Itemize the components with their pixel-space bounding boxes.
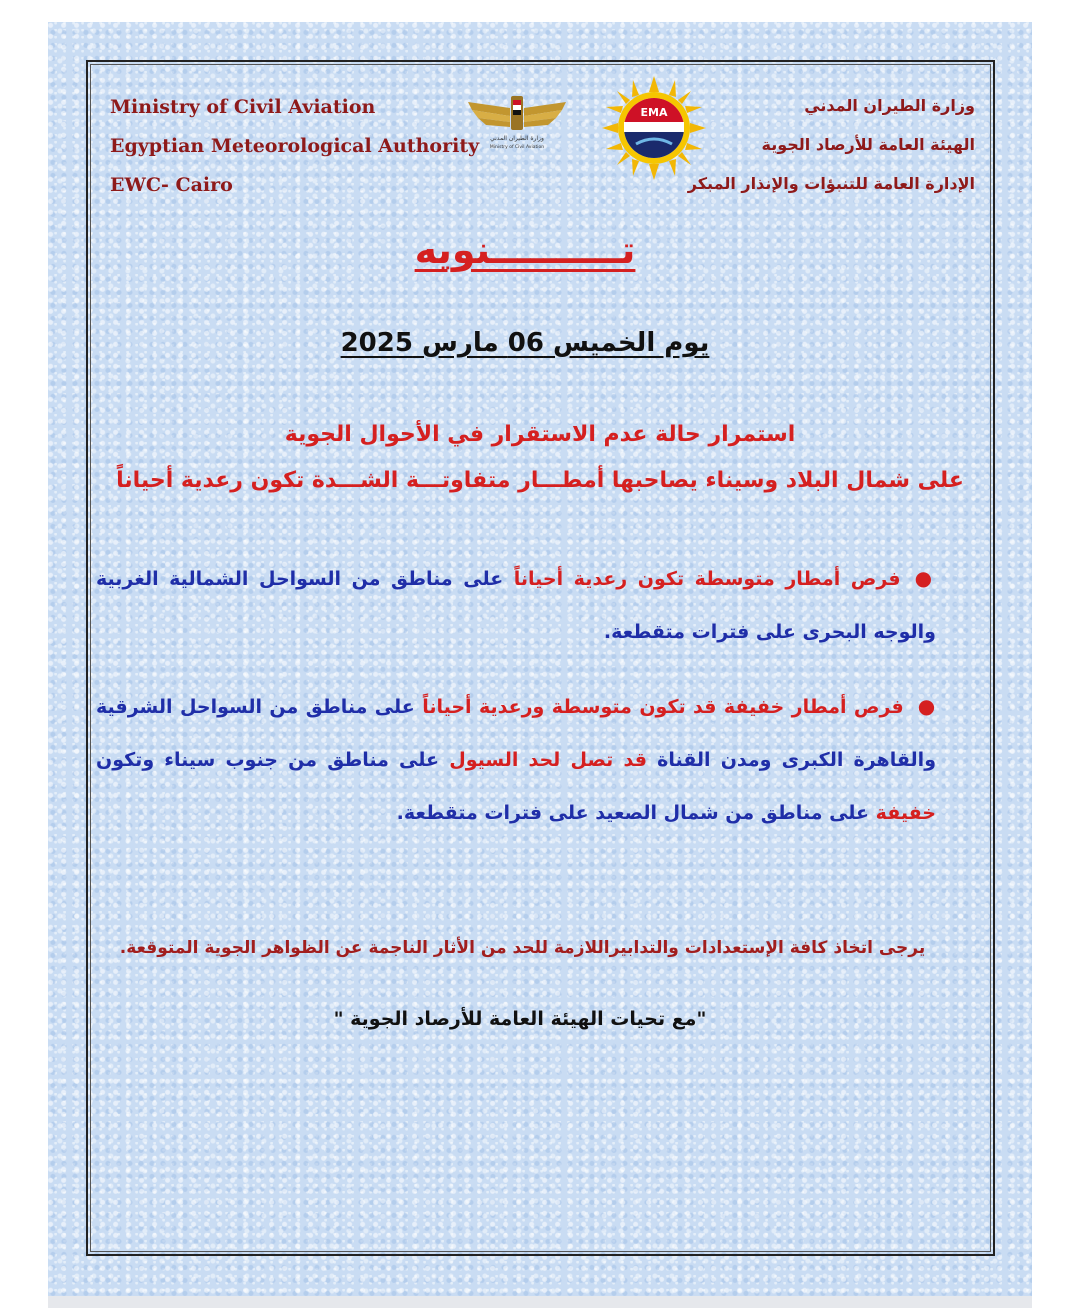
header-en-authority: Egyptian Meteorological Authority [110, 135, 480, 157]
bullet-2-red-text-2: قد تصل لحد السيول [449, 749, 647, 771]
ema-logo-text: EMA [640, 106, 668, 119]
bullet-2-red-text-3: خفيفة [875, 802, 936, 824]
headline-line-2: على شمال البلاد وسيناء يصاحبها أمطـــار متفاوتـــة الشـــدة تكون رعدية أحياناً [116, 468, 964, 493]
forecast-bullet-2 [96, 680, 936, 840]
precaution-note: يرجى اتخاذ كافة الإستعدادات والتدابيراللازمة للحد من الأثار الناجمة عن الظواهر الجوية المتوقعة. [119, 938, 926, 958]
bullet-1-red-text: فرص أمطار متوسطة تكون رعدية أحياناً [513, 568, 901, 590]
ema-sun-logo [602, 76, 706, 180]
page-bottom-edge [48, 1296, 1032, 1308]
bullet-2-red-text-1: فرص أمطار خفيفة قد تكون متوسطة ورعدية أحياناً [422, 696, 904, 718]
header-ar-authority: الهيئة العامة للأرصاد الجوية [761, 135, 975, 154]
notice-title: تــــــــــنويه [414, 228, 636, 272]
bullet-2-blue-text-1: على مناطق من السواحل الشرقية والقاهرة الكبرى ومدن القناة [96, 696, 936, 771]
bullet-1-blue-text: على مناطق من السواحل الشمالية الغربية والوجه البحرى على فترات متقطعة. [96, 568, 936, 643]
header-en-center: EWC- Cairo [110, 174, 233, 196]
header-ar-ministry: وزارة الطيران المدني [804, 96, 975, 115]
wings-logo-subtext: Ministry of Civil Aviation [489, 145, 545, 150]
header-en-ministry: Ministry of Civil Aviation [110, 96, 376, 118]
headline-line-1: استمرار حالة عدم الاستقرار في الأحوال الجوية [284, 422, 796, 447]
notice-date: يوم الخميس 06 مارس 2025 [340, 328, 710, 358]
wings-logo-text: وزارة الطيران المدني [490, 135, 544, 142]
closing-greeting: "مع تحيات الهيئة العامة للأرصاد الجوية " [333, 1008, 707, 1030]
civil-aviation-wings-logo [466, 90, 568, 152]
bullet-dot: ● [917, 694, 936, 718]
forecast-bullet-1 [96, 552, 936, 659]
bullet-dot: ● [914, 566, 937, 590]
bullet-2-blue-text-2: على مناطق من جنوب سيناء وتكون [96, 749, 440, 771]
bullet-2-blue-text-3: على مناطق من شمال الصعيد على فترات متقطعة. [396, 802, 870, 824]
header-ar-center: الإدارة العامة للتنبؤات والإنذار المبكر [687, 174, 975, 193]
